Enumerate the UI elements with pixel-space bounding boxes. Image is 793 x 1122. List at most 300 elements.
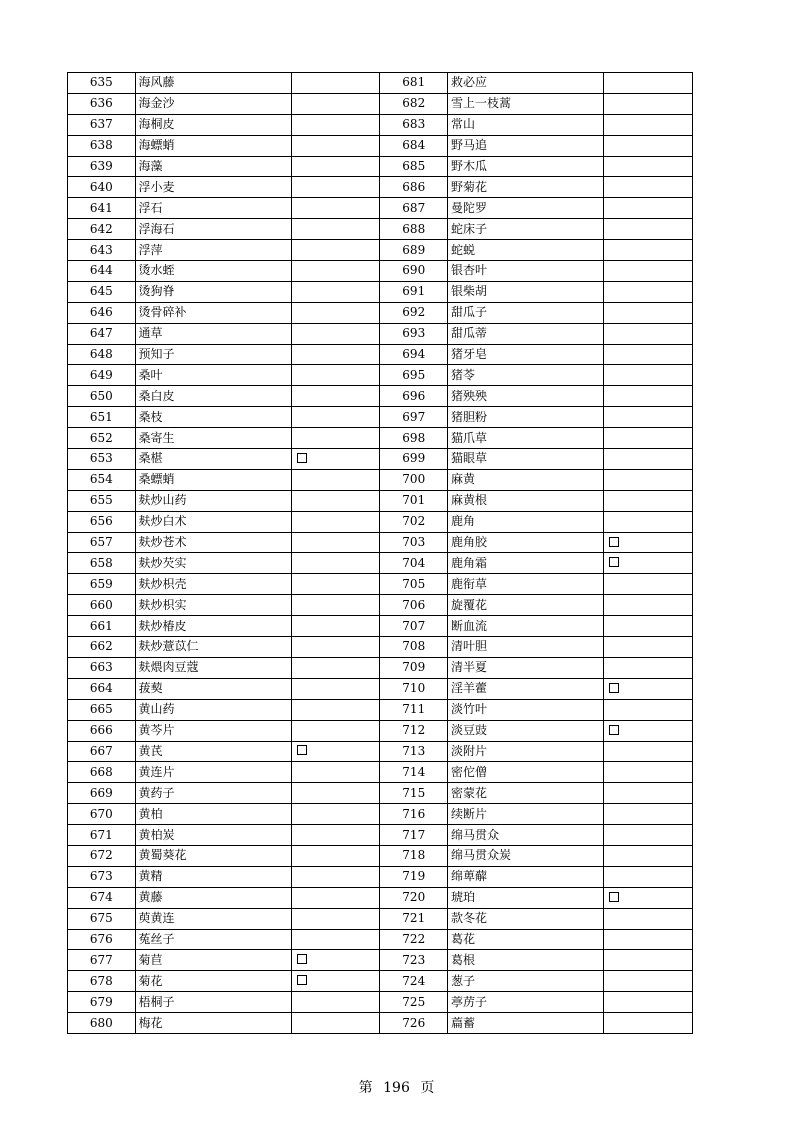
- mark-cell: [604, 93, 693, 114]
- mark-cell: [291, 950, 380, 971]
- herb-name: 烫水蛭: [135, 261, 291, 282]
- table-row: [68, 177, 693, 198]
- page-footer: [0, 1077, 793, 1097]
- herb-name: 海藻: [135, 156, 291, 177]
- table-row: [68, 616, 693, 637]
- herb-name: 通草: [135, 323, 291, 344]
- mark-cell: [604, 386, 693, 407]
- item-number: 714: [380, 762, 448, 783]
- item-number: 664: [68, 678, 136, 699]
- herb-name: 萹蓄: [448, 1013, 604, 1034]
- table-row: [68, 929, 693, 950]
- item-number: 711: [380, 699, 448, 720]
- page-suffix: 页: [420, 1080, 435, 1096]
- herb-name: 黄山药: [135, 699, 291, 720]
- mark-cell: [604, 177, 693, 198]
- herb-name: 淡豆豉: [448, 720, 604, 741]
- mark-cell: [291, 469, 380, 490]
- herb-name: 清半夏: [448, 657, 604, 678]
- mark-cell: [291, 825, 380, 846]
- table-row: [68, 93, 693, 114]
- herb-name: 甜瓜蒂: [448, 323, 604, 344]
- checkbox-icon[interactable]: [609, 537, 619, 547]
- item-number: 712: [380, 720, 448, 741]
- herb-name: 萸黄连: [135, 908, 291, 929]
- herb-name: 旋覆花: [448, 595, 604, 616]
- mark-cell: [291, 428, 380, 449]
- mark-cell: [604, 929, 693, 950]
- mark-cell: [604, 428, 693, 449]
- mark-cell: [604, 637, 693, 658]
- herb-name: 海桐皮: [135, 114, 291, 135]
- item-number: 667: [68, 741, 136, 762]
- herb-name: 梅花: [135, 1013, 291, 1034]
- table-row: [68, 657, 693, 678]
- mark-cell: [604, 657, 693, 678]
- mark-cell: [291, 762, 380, 783]
- item-number: 659: [68, 574, 136, 595]
- table-row: [68, 344, 693, 365]
- herb-name: 蛇蜕: [448, 240, 604, 261]
- item-number: 666: [68, 720, 136, 741]
- table-row: [68, 950, 693, 971]
- item-number: 657: [68, 532, 136, 553]
- mark-cell: [604, 678, 693, 699]
- mark-cell: [291, 365, 380, 386]
- table-row: [68, 678, 693, 699]
- mark-cell: [291, 302, 380, 323]
- mark-cell: [291, 637, 380, 658]
- herb-name: 曼陀罗: [448, 198, 604, 219]
- herb-name: 海风藤: [135, 73, 291, 94]
- table-row: [68, 511, 693, 532]
- item-number: 690: [380, 261, 448, 282]
- table-row: [68, 783, 693, 804]
- herb-name: 麸炒枳实: [135, 595, 291, 616]
- mark-cell: [291, 344, 380, 365]
- mark-cell: [604, 490, 693, 511]
- herb-name: 烫狗脊: [135, 281, 291, 302]
- mark-cell: [291, 929, 380, 950]
- item-number: 721: [380, 908, 448, 929]
- table-row: [68, 365, 693, 386]
- herb-name: 猪牙皂: [448, 344, 604, 365]
- page-number: 196: [383, 1080, 410, 1096]
- table-row: [68, 595, 693, 616]
- table-row: [68, 219, 693, 240]
- table-row: [68, 73, 693, 94]
- herb-name: 葛花: [448, 929, 604, 950]
- table-row: [68, 156, 693, 177]
- herb-name: 浮小麦: [135, 177, 291, 198]
- item-number: 708: [380, 637, 448, 658]
- item-number: 691: [380, 281, 448, 302]
- checkbox-icon[interactable]: [609, 892, 619, 902]
- mark-cell: [291, 887, 380, 908]
- checkbox-icon[interactable]: [297, 745, 307, 755]
- mark-cell: [604, 866, 693, 887]
- item-number: 637: [68, 114, 136, 135]
- herb-name: 绵萆薢: [448, 866, 604, 887]
- item-number: 687: [380, 198, 448, 219]
- mark-cell: [604, 971, 693, 992]
- table-row: [68, 114, 693, 135]
- herb-name: 梧桐子: [135, 992, 291, 1013]
- mark-cell: [604, 344, 693, 365]
- item-number: 709: [380, 657, 448, 678]
- item-number: 715: [380, 783, 448, 804]
- herb-name: 浮石: [135, 198, 291, 219]
- herb-name: 麸炒枳壳: [135, 574, 291, 595]
- herb-name: 麸炒白术: [135, 511, 291, 532]
- mark-cell: [604, 574, 693, 595]
- herb-name: 鹿角胶: [448, 532, 604, 553]
- table-row: [68, 428, 693, 449]
- herb-name: 麸炒山药: [135, 490, 291, 511]
- table-row: [68, 825, 693, 846]
- item-number: 684: [380, 135, 448, 156]
- item-number: 639: [68, 156, 136, 177]
- table-row: [68, 407, 693, 428]
- herb-name: 淡附片: [448, 741, 604, 762]
- herb-name: 续断片: [448, 804, 604, 825]
- mark-cell: [604, 762, 693, 783]
- mark-cell: [291, 992, 380, 1013]
- herb-name: 雪上一枝蒿: [448, 93, 604, 114]
- item-number: 665: [68, 699, 136, 720]
- item-number: 660: [68, 595, 136, 616]
- item-number: 674: [68, 887, 136, 908]
- herb-list-table: [67, 72, 693, 1034]
- mark-cell: [291, 93, 380, 114]
- item-number: 672: [68, 845, 136, 866]
- item-number: 682: [380, 93, 448, 114]
- herb-name: 黄芪: [135, 741, 291, 762]
- item-number: 662: [68, 637, 136, 658]
- mark-cell: [291, 261, 380, 282]
- mark-cell: [291, 73, 380, 94]
- herb-name: 麸炒椿皮: [135, 616, 291, 637]
- herb-name: 猪胆粉: [448, 407, 604, 428]
- item-number: 685: [380, 156, 448, 177]
- item-number: 694: [380, 344, 448, 365]
- table-row: [68, 971, 693, 992]
- table-row: [68, 553, 693, 574]
- herb-name: 猪苓: [448, 365, 604, 386]
- item-number: 652: [68, 428, 136, 449]
- table-row: [68, 992, 693, 1013]
- item-number: 702: [380, 511, 448, 532]
- item-number: 722: [380, 929, 448, 950]
- herb-name: 桑椹: [135, 449, 291, 470]
- mark-cell: [291, 699, 380, 720]
- table-body: [68, 73, 693, 1034]
- mark-cell: [291, 741, 380, 762]
- mark-cell: [291, 135, 380, 156]
- mark-cell: [291, 240, 380, 261]
- herb-name: 菝葜: [135, 678, 291, 699]
- checkbox-icon[interactable]: [297, 954, 307, 964]
- mark-cell: [604, 198, 693, 219]
- table-row: [68, 198, 693, 219]
- mark-cell: [604, 73, 693, 94]
- herb-name: 葛根: [448, 950, 604, 971]
- mark-cell: [291, 532, 380, 553]
- mark-cell: [604, 511, 693, 532]
- herb-name: 黄柏炭: [135, 825, 291, 846]
- herb-name: 桑白皮: [135, 386, 291, 407]
- item-number: 692: [380, 302, 448, 323]
- mark-cell: [604, 365, 693, 386]
- item-number: 698: [380, 428, 448, 449]
- item-number: 658: [68, 553, 136, 574]
- herb-name: 蛇床子: [448, 219, 604, 240]
- item-number: 643: [68, 240, 136, 261]
- item-number: 697: [380, 407, 448, 428]
- mark-cell: [291, 616, 380, 637]
- mark-cell: [604, 302, 693, 323]
- item-number: 647: [68, 323, 136, 344]
- table-row: [68, 845, 693, 866]
- table-row: [68, 490, 693, 511]
- herb-name: 黄连片: [135, 762, 291, 783]
- herb-name: 野菊花: [448, 177, 604, 198]
- table-row: [68, 637, 693, 658]
- item-number: 703: [380, 532, 448, 553]
- mark-cell: [291, 804, 380, 825]
- item-number: 675: [68, 908, 136, 929]
- herb-name: 款冬花: [448, 908, 604, 929]
- item-number: 653: [68, 449, 136, 470]
- mark-cell: [291, 511, 380, 532]
- item-number: 645: [68, 281, 136, 302]
- item-number: 704: [380, 553, 448, 574]
- herb-name: 海金沙: [135, 93, 291, 114]
- item-number: 673: [68, 866, 136, 887]
- herb-name: 绵马贯众: [448, 825, 604, 846]
- herb-name: 绵马贯众炭: [448, 845, 604, 866]
- mark-cell: [291, 971, 380, 992]
- table-row: [68, 135, 693, 156]
- table-row: [68, 741, 693, 762]
- herb-name: 密佗僧: [448, 762, 604, 783]
- table-row: [68, 574, 693, 595]
- table-row: [68, 449, 693, 470]
- table-row: [68, 908, 693, 929]
- table-row: [68, 699, 693, 720]
- item-number: 688: [380, 219, 448, 240]
- herb-name: 桑螵蛸: [135, 469, 291, 490]
- item-number: 648: [68, 344, 136, 365]
- mark-cell: [604, 825, 693, 846]
- mark-cell: [604, 156, 693, 177]
- item-number: 680: [68, 1013, 136, 1034]
- herb-name: 银杏叶: [448, 261, 604, 282]
- item-number: 678: [68, 971, 136, 992]
- item-number: 669: [68, 783, 136, 804]
- mark-cell: [291, 783, 380, 804]
- mark-cell: [604, 219, 693, 240]
- mark-cell: [604, 741, 693, 762]
- mark-cell: [604, 449, 693, 470]
- mark-cell: [291, 908, 380, 929]
- item-number: 705: [380, 574, 448, 595]
- item-number: 646: [68, 302, 136, 323]
- item-number: 716: [380, 804, 448, 825]
- mark-cell: [604, 783, 693, 804]
- mark-cell: [604, 553, 693, 574]
- herb-name: 鹿角霜: [448, 553, 604, 574]
- herb-name: 桑叶: [135, 365, 291, 386]
- item-number: 725: [380, 992, 448, 1013]
- item-number: 719: [380, 866, 448, 887]
- mark-cell: [291, 678, 380, 699]
- herb-name: 黄蜀葵花: [135, 845, 291, 866]
- mark-cell: [604, 281, 693, 302]
- mark-cell: [291, 177, 380, 198]
- herb-name: 黄药子: [135, 783, 291, 804]
- herb-name: 银柴胡: [448, 281, 604, 302]
- item-number: 668: [68, 762, 136, 783]
- item-number: 642: [68, 219, 136, 240]
- herb-name: 麻黄: [448, 469, 604, 490]
- item-number: 724: [380, 971, 448, 992]
- mark-cell: [604, 950, 693, 971]
- table-row: [68, 866, 693, 887]
- item-number: 671: [68, 825, 136, 846]
- mark-cell: [291, 407, 380, 428]
- item-number: 640: [68, 177, 136, 198]
- item-number: 710: [380, 678, 448, 699]
- table-row: [68, 386, 693, 407]
- mark-cell: [604, 532, 693, 553]
- item-number: 726: [380, 1013, 448, 1034]
- herb-name: 菊苣: [135, 950, 291, 971]
- mark-cell: [604, 261, 693, 282]
- mark-cell: [604, 804, 693, 825]
- herb-name: 桑寄生: [135, 428, 291, 449]
- herb-name: 救必应: [448, 73, 604, 94]
- herb-name: 黄柏: [135, 804, 291, 825]
- item-number: 701: [380, 490, 448, 511]
- herb-name: 猫爪草: [448, 428, 604, 449]
- mark-cell: [291, 198, 380, 219]
- mark-cell: [604, 992, 693, 1013]
- table-row: [68, 323, 693, 344]
- checkbox-icon[interactable]: [609, 557, 619, 567]
- item-number: 650: [68, 386, 136, 407]
- mark-cell: [291, 156, 380, 177]
- item-number: 720: [380, 887, 448, 908]
- herb-name: 猪殃殃: [448, 386, 604, 407]
- herb-name: 黄芩片: [135, 720, 291, 741]
- herb-name: 断血流: [448, 616, 604, 637]
- checkbox-icon[interactable]: [609, 725, 619, 735]
- mark-cell: [604, 720, 693, 741]
- item-number: 706: [380, 595, 448, 616]
- item-number: 681: [380, 73, 448, 94]
- item-number: 718: [380, 845, 448, 866]
- item-number: 663: [68, 657, 136, 678]
- herb-name: 麻黄根: [448, 490, 604, 511]
- table-row: [68, 1013, 693, 1034]
- herb-name: 菊花: [135, 971, 291, 992]
- checkbox-icon[interactable]: [297, 453, 307, 463]
- page-prefix: 第: [358, 1080, 373, 1096]
- item-number: 695: [380, 365, 448, 386]
- herb-name: 甜瓜子: [448, 302, 604, 323]
- mark-cell: [604, 407, 693, 428]
- herb-name: 桑枝: [135, 407, 291, 428]
- herb-name: 麸炒薏苡仁: [135, 637, 291, 658]
- mark-cell: [604, 469, 693, 490]
- item-number: 679: [68, 992, 136, 1013]
- table-row: [68, 532, 693, 553]
- item-number: 700: [380, 469, 448, 490]
- mark-cell: [291, 281, 380, 302]
- herb-name: 鹿衔草: [448, 574, 604, 595]
- table-row: [68, 302, 693, 323]
- item-number: 723: [380, 950, 448, 971]
- item-number: 676: [68, 929, 136, 950]
- herb-name: 浮海石: [135, 219, 291, 240]
- item-number: 713: [380, 741, 448, 762]
- mark-cell: [604, 616, 693, 637]
- herb-name: 麸炒芡实: [135, 553, 291, 574]
- mark-cell: [291, 1013, 380, 1034]
- mark-cell: [291, 386, 380, 407]
- item-number: 651: [68, 407, 136, 428]
- herb-name: 黄精: [135, 866, 291, 887]
- item-number: 670: [68, 804, 136, 825]
- mark-cell: [604, 887, 693, 908]
- herb-name: 淡竹叶: [448, 699, 604, 720]
- mark-cell: [604, 135, 693, 156]
- herb-name: 淫羊藿: [448, 678, 604, 699]
- item-number: 683: [380, 114, 448, 135]
- item-number: 696: [380, 386, 448, 407]
- mark-cell: [604, 595, 693, 616]
- herb-name: 黄藤: [135, 887, 291, 908]
- checkbox-icon[interactable]: [609, 683, 619, 693]
- herb-name: 菟丝子: [135, 929, 291, 950]
- herb-name: 鹿角: [448, 511, 604, 532]
- mark-cell: [291, 657, 380, 678]
- table-row: [68, 887, 693, 908]
- item-number: 689: [380, 240, 448, 261]
- herb-name: 葶苈子: [448, 992, 604, 1013]
- item-number: 655: [68, 490, 136, 511]
- item-number: 656: [68, 511, 136, 532]
- herb-name: 麸煨肉豆蔻: [135, 657, 291, 678]
- item-number: 677: [68, 950, 136, 971]
- mark-cell: [604, 323, 693, 344]
- herb-name: 烫骨碎补: [135, 302, 291, 323]
- herb-name: 常山: [448, 114, 604, 135]
- herb-name: 浮萍: [135, 240, 291, 261]
- herb-name: 海螵蛸: [135, 135, 291, 156]
- herb-name: 野马追: [448, 135, 604, 156]
- item-number: 636: [68, 93, 136, 114]
- herb-name: 清叶胆: [448, 637, 604, 658]
- herb-name: 猫眼草: [448, 449, 604, 470]
- item-number: 638: [68, 135, 136, 156]
- item-number: 717: [380, 825, 448, 846]
- checkbox-icon[interactable]: [297, 975, 307, 985]
- item-number: 686: [380, 177, 448, 198]
- mark-cell: [291, 720, 380, 741]
- item-number: 644: [68, 261, 136, 282]
